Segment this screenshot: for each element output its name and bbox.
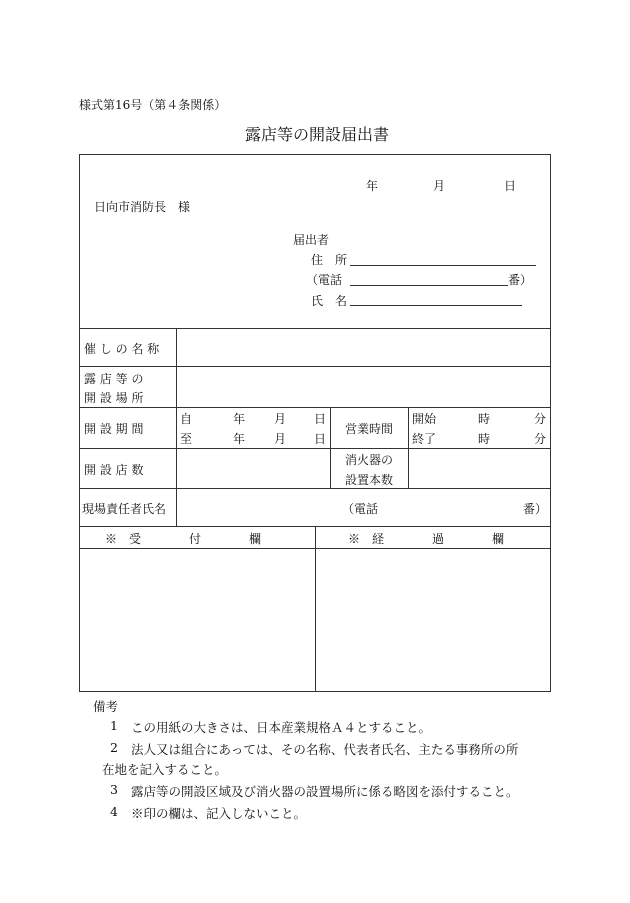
remark-text: 法人又は組合にあっては、その名称、代表者氏名、主たる事務所の所 <box>131 742 519 757</box>
address-field[interactable] <box>350 265 536 266</box>
phone-field[interactable] <box>350 285 508 286</box>
responsible-label: 現場責任者氏名 <box>82 502 167 516</box>
reception-column-header: ※ 受 付 欄 <box>105 532 262 546</box>
office-use-divider <box>315 526 316 692</box>
date-day: 日 <box>504 179 517 193</box>
hours-start-hour: 時 <box>478 412 491 426</box>
date-month: 月 <box>433 179 446 193</box>
remark-number: 1 <box>110 718 118 733</box>
row-divider <box>79 448 551 449</box>
hours-end-label: 終了 <box>412 432 437 446</box>
phone-close: 番） <box>508 273 533 287</box>
period-to-month: 月 <box>274 432 287 446</box>
location-label-line1: 露 店 等 の <box>84 372 144 386</box>
row-divider <box>79 407 551 408</box>
applicant-heading: 届出者 <box>293 233 330 247</box>
remarks-heading: 備考 <box>93 699 119 714</box>
remark-text: ※印の欄は、記入しないこと。 <box>131 806 307 821</box>
responsible-phone-open: （電話 <box>342 502 379 516</box>
address-label: 住 所 <box>311 253 348 267</box>
location-label-line2: 開 設 場 所 <box>84 391 144 405</box>
remark-text: この用紙の大きさは、日本産業規格Ａ４とすること。 <box>131 720 432 735</box>
period-label: 開 設 期 間 <box>84 422 144 436</box>
hours-end-hour: 時 <box>478 432 491 446</box>
period-from-month: 月 <box>274 412 287 426</box>
column-divider <box>330 407 331 488</box>
period-from-year: 年 <box>233 412 246 426</box>
column-divider <box>408 407 409 488</box>
period-from-day: 日 <box>314 412 327 426</box>
stores-label: 開 設 店 数 <box>84 463 144 477</box>
remark-number: 2 <box>110 740 118 755</box>
row-divider <box>79 488 551 489</box>
remark-number: 3 <box>110 782 118 797</box>
hours-start-minute: 分 <box>534 412 547 426</box>
form-number: 様式第16号（第４条関係） <box>79 98 227 112</box>
hours-start-label: 開始 <box>412 412 437 426</box>
responsible-phone-close: 番） <box>523 502 548 516</box>
event-name-label: 催 し の 名 称 <box>84 342 160 356</box>
business-hours-label: 営業時間 <box>345 422 394 436</box>
date-year: 年 <box>366 179 379 193</box>
row-divider <box>79 366 551 367</box>
name-label: 氏 名 <box>311 294 348 308</box>
row-divider <box>79 328 551 329</box>
remark-number: 4 <box>110 804 118 819</box>
extinguisher-label-line1: 消火器の <box>345 453 394 467</box>
addressee: 日向市消防長 様 <box>94 200 191 214</box>
hours-end-minute: 分 <box>534 432 547 446</box>
remark-text-continued: 在地を記入すること。 <box>102 762 228 777</box>
period-to: 至 <box>180 432 193 446</box>
remark-text: 露店等の開設区域及び消火器の設置場所に係る略図を添付すること。 <box>131 784 519 799</box>
phone-open: （電話 <box>306 273 343 287</box>
label-column-divider <box>176 328 177 526</box>
period-to-day: 日 <box>314 432 327 446</box>
period-from: 自 <box>180 412 193 426</box>
name-field[interactable] <box>350 305 522 306</box>
extinguisher-label-line2: 設置本数 <box>345 473 394 487</box>
document-title: 露店等の開設届出書 <box>245 125 390 144</box>
progress-column-header: ※ 経 過 欄 <box>348 532 505 546</box>
period-to-year: 年 <box>233 432 246 446</box>
